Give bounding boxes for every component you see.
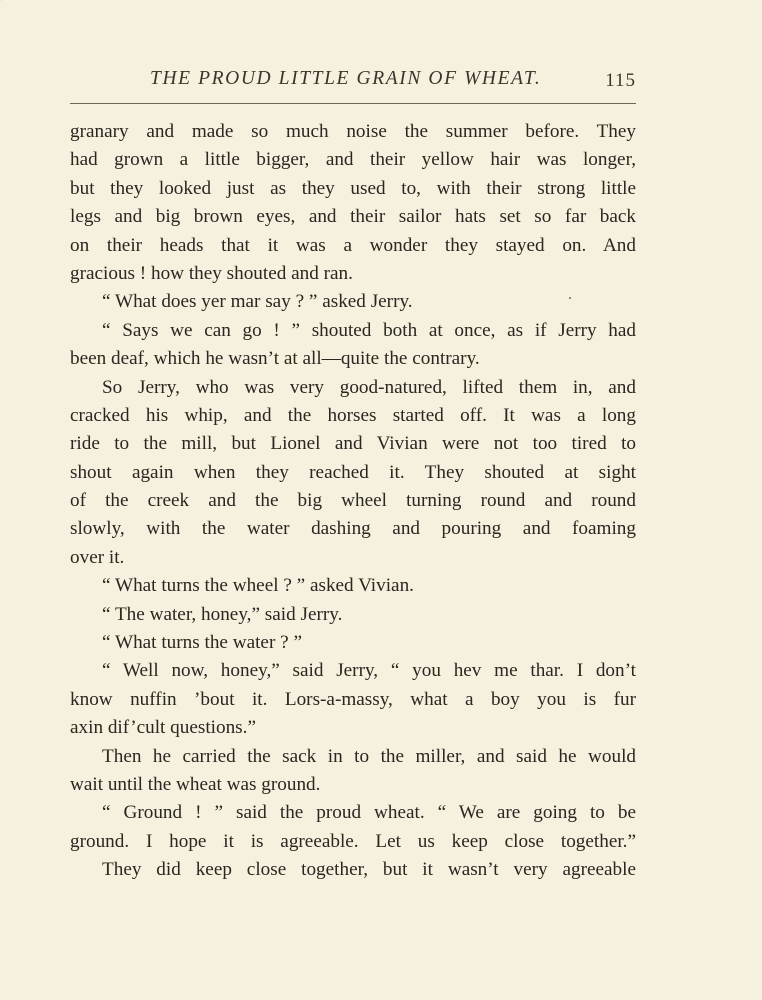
text-line: “ Ground ! ” said the proud wheat. “ We are going to be (102, 802, 636, 824)
text-line: of the creek and the big wheel turning round and round (70, 490, 636, 512)
ink-speck (569, 297, 571, 299)
text-line: ground. I hope it is agreeable. Let us keep close together.” (70, 830, 636, 852)
text-line: axin dif’cult questions.” (70, 717, 256, 739)
text-line: know nuffin ’bout it. Lors-a-massy, what a boy you is fur (70, 688, 636, 710)
running-head (70, 62, 636, 96)
body-text (70, 118, 636, 885)
text-line: legs and big brown eyes, and their sailor hats set so far back (70, 206, 636, 228)
text-line: gracious ! how they shouted and ran. (70, 262, 353, 284)
text-line: wait until the wheat was ground. (70, 773, 321, 795)
text-line: but they looked just as they used to, with their strong little (70, 177, 636, 199)
text-line: ride to the mill, but Lionel and Vivian were not too tired to (70, 433, 636, 455)
text-line: “ What turns the water ? ” (102, 632, 302, 654)
text-line: slowly, with the water dashing and pouring and foaming (70, 518, 636, 540)
text-line: “ The water, honey,” said Jerry. (102, 603, 343, 625)
text-line: “ Well now, honey,” said Jerry, “ you hev me thar. I don’t (102, 660, 636, 682)
text-line: “ What does yer mar say ? ” asked Jerry. (102, 291, 413, 313)
text-line: had grown a little bigger, and their yellow hair was longer, (70, 149, 636, 171)
page-corner-mark (0, 0, 51, 20)
text-line: Then he carried the sack in to the miller, and said he would (102, 745, 636, 767)
text-line: on their heads that it was a wonder they stayed on. And (70, 234, 636, 256)
text-line: “ What turns the wheel ? ” asked Vivian. (102, 575, 414, 597)
text-line: So Jerry, who was very good-natured, lifted them in, and (102, 376, 636, 398)
text-line: cracked his whip, and the horses started off. It was a long (70, 404, 636, 426)
text-line: been deaf, which he wasn’t at all—quite the contrary. (70, 348, 480, 370)
running-title: THE PROUD LITTLE GRAIN OF WHEAT. (150, 68, 542, 89)
text-line: over it. (70, 546, 125, 568)
text-line: “ Says we can go ! ” shouted both at once, as if Jerry had (102, 319, 636, 341)
header-rule (70, 103, 636, 104)
page-number: 115 (605, 70, 636, 91)
text-line: shout again when they reached it. They shouted at sight (70, 461, 636, 483)
text-line: They did keep close together, but it wasn’t very agreeable (102, 859, 636, 881)
text-line: granary and made so much noise the summer before. They (70, 121, 636, 142)
